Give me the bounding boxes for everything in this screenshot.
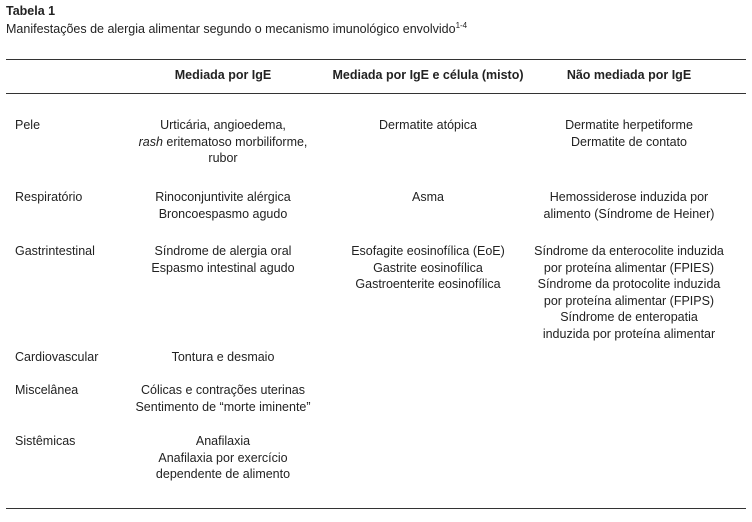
row-label-sistemicas: Sistêmicas bbox=[15, 434, 76, 448]
cell-line: Hemossiderose induzida por bbox=[549, 190, 709, 204]
cell-line: Gastroenterite eosinofílica bbox=[355, 277, 501, 291]
cell-pele-mixed bbox=[330, 117, 526, 134]
row-label-respiratorio: Respiratório bbox=[15, 190, 83, 204]
cell-line: alimento (Síndrome de Heiner) bbox=[543, 206, 715, 221]
rash-term: rash bbox=[138, 134, 163, 149]
header-mixed: Mediada por IgE e célula (misto) bbox=[332, 68, 524, 82]
cell-line: por proteína alimentar (FPIPS) bbox=[543, 293, 715, 308]
cell-gastrintestinal-mixed bbox=[330, 243, 526, 293]
cell-line: por proteína alimentar (FPIES) bbox=[543, 260, 715, 275]
cell-line: Dermatite herpetiforme bbox=[565, 118, 693, 132]
cell-line: Síndrome de alergia oral bbox=[154, 244, 292, 258]
cell-line: rubor bbox=[208, 151, 238, 165]
row-label-gastrintestinal: Gastrintestinal bbox=[15, 244, 95, 258]
cell-line-rest: eritematoso morbiliforme, bbox=[166, 134, 308, 149]
cell-line: Anafilaxia bbox=[195, 434, 251, 448]
cell-pele-ige bbox=[130, 117, 316, 167]
cell-pele-non-ige bbox=[524, 117, 734, 150]
cell-line bbox=[130, 134, 316, 151]
cell-line: Síndrome da enterocolite induzida bbox=[534, 244, 724, 258]
cell-line: dependente de alimento bbox=[155, 467, 291, 481]
cell-line: Sentimento de “morte iminente” bbox=[135, 399, 311, 414]
cell-respiratorio-mixed bbox=[330, 189, 526, 206]
cell-line: Anafilaxia por exercício bbox=[158, 450, 288, 465]
cell-line: induzida por proteína alimentar bbox=[542, 326, 716, 341]
table-caption-title: Tabela 1 bbox=[6, 4, 56, 18]
cell-line: Asma bbox=[412, 190, 444, 204]
cell-line: Broncoespasmo agudo bbox=[158, 206, 288, 221]
row-label-pele: Pele bbox=[15, 118, 41, 132]
cell-line: Urticária, angioedema, bbox=[160, 118, 286, 132]
cell-line: Dermatite atópica bbox=[379, 118, 477, 132]
cell-line: Síndrome de enteropatia bbox=[560, 310, 698, 324]
row-label-miscelanea: Miscelânea bbox=[15, 383, 79, 397]
cell-line: Espasmo intestinal agudo bbox=[151, 260, 295, 275]
cell-gastrintestinal-non-ige bbox=[524, 243, 734, 342]
table-top-rule bbox=[6, 59, 746, 60]
cell-respiratorio-ige bbox=[130, 189, 316, 222]
header-ige-mediated: Mediada por IgE bbox=[174, 68, 272, 82]
cell-line: Rinoconjuntivite alérgica bbox=[155, 190, 291, 204]
cell-gastrintestinal-ige bbox=[130, 243, 316, 276]
cell-line: Síndrome da protocolite induzida bbox=[537, 277, 721, 291]
row-label-cardiovascular: Cardiovascular bbox=[15, 350, 99, 364]
cell-line: Cólicas e contrações uterinas bbox=[141, 383, 305, 397]
cell-sistemicas-ige bbox=[130, 433, 316, 483]
cell-respiratorio-non-ige bbox=[524, 189, 734, 222]
header-non-ige-mediated: Não mediada por IgE bbox=[566, 68, 692, 82]
cell-miscelanea-ige bbox=[130, 382, 316, 415]
table-bottom-rule bbox=[6, 508, 746, 509]
cell-cardiovascular-ige bbox=[130, 349, 316, 366]
table-header-rule bbox=[6, 93, 746, 94]
table-caption-subtitle bbox=[6, 21, 467, 37]
cell-line: Gastrite eosinofílica bbox=[373, 260, 483, 275]
caption-subtitle-text: Manifestações de alergia alimentar segundo o mecanismo imunológico envolvido bbox=[6, 22, 456, 36]
cell-line: Esofagite eosinofílica (EoE) bbox=[351, 244, 505, 258]
cell-line: Dermatite de contato bbox=[570, 134, 688, 149]
cell-line: Tontura e desmaio bbox=[171, 350, 275, 364]
caption-reference-superscript: 1-4 bbox=[455, 21, 468, 30]
